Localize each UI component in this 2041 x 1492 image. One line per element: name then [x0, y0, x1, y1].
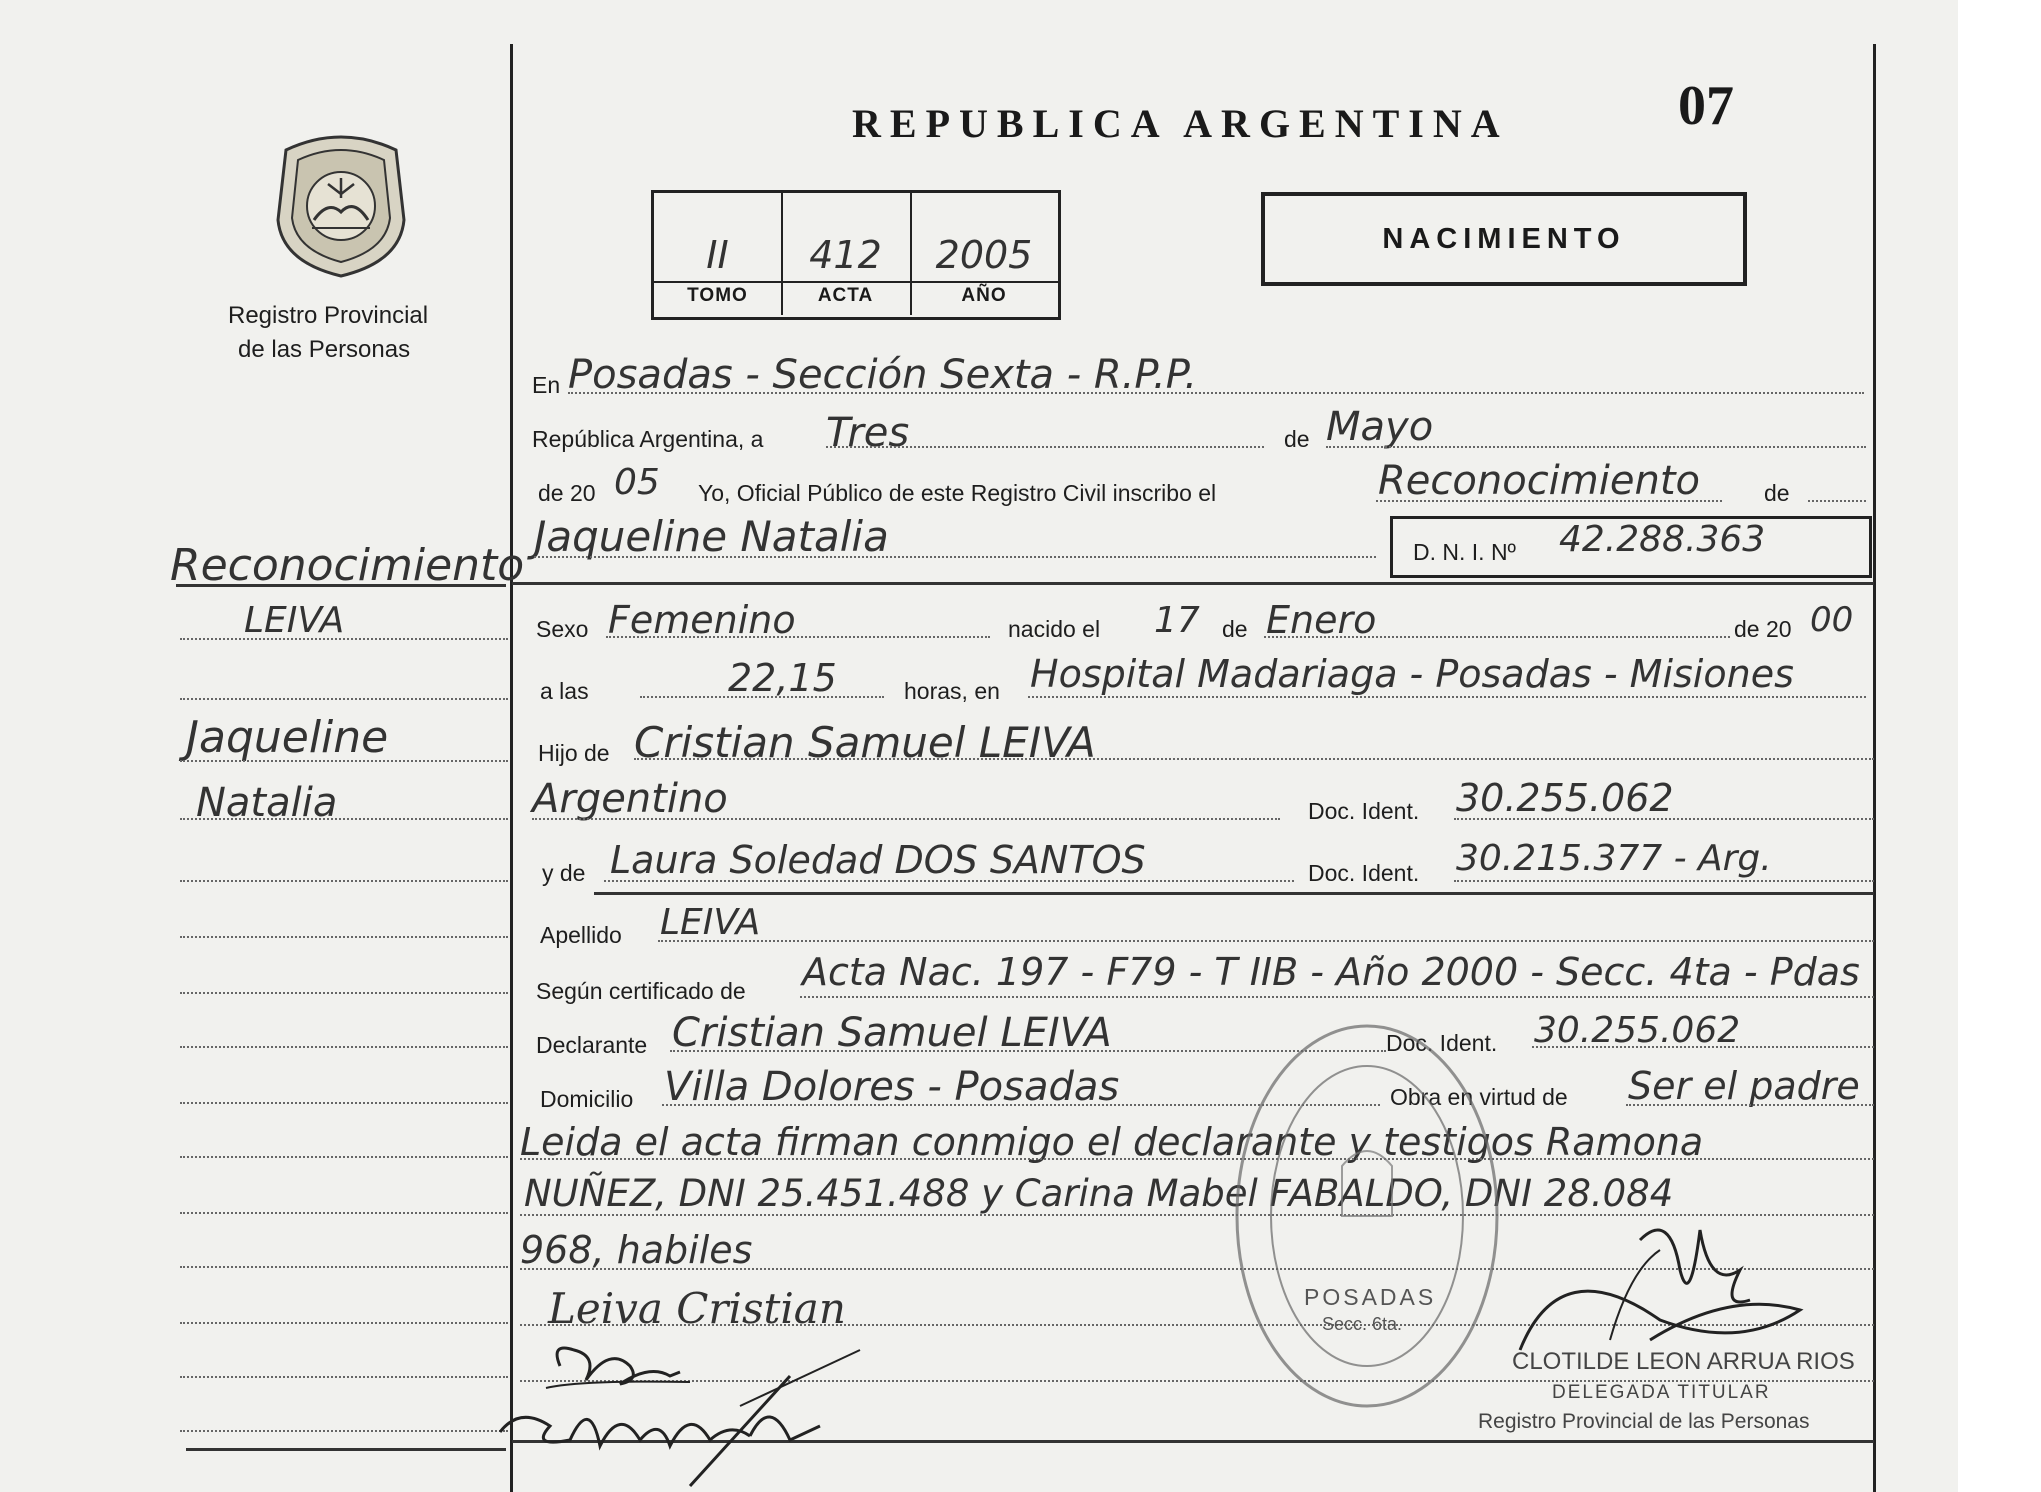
day-dotted-line — [826, 446, 1264, 448]
country-title: REPUBLICA ARGENTINA — [852, 101, 1509, 146]
notes-line-3: 968, habiles — [520, 1228, 753, 1272]
margin-dotted-line — [180, 1102, 508, 1104]
certificate-dotted-line — [800, 996, 1874, 998]
segun-label: Según certificado de — [536, 978, 746, 1004]
anio-cell — [910, 193, 1058, 315]
month-dotted-line — [1326, 446, 1866, 448]
oficial-text: Yo, Oficial Público de este Registro Civil inscribo el — [698, 480, 1217, 506]
birth-year-suffix: 00 — [1810, 600, 1854, 640]
anio-value: 2005 — [935, 233, 1033, 277]
birth-place: Hospital Madariaga - Posadas - Misiones — [1030, 652, 1794, 696]
registration-place: Posadas - Sección Sexta - R.P.P. — [568, 352, 1198, 398]
declarante-doc: 30.255.062 — [1534, 1010, 1741, 1051]
registration-day: Tres — [826, 410, 910, 456]
father-dotted-line — [634, 758, 1874, 760]
de-dotted-line — [1808, 500, 1866, 502]
stamp-city: POSADAS — [1304, 1284, 1437, 1310]
a-las-label: a las — [540, 678, 589, 704]
margin-bottom-line — [186, 1448, 506, 1451]
margin-dotted-line — [180, 1322, 508, 1324]
margin-dotted-line — [180, 1212, 508, 1214]
hijo-label: Hijo de — [538, 740, 610, 766]
declarante-signature: Leiva Cristian — [548, 1284, 846, 1333]
dni-box — [1390, 516, 1872, 578]
de-label-3: de — [1222, 616, 1248, 642]
official-name: CLOTILDE LEON ARRUA RIOS — [1512, 1348, 1855, 1375]
tomo-value: II — [706, 233, 729, 277]
republica-label: República Argentina, a — [532, 426, 764, 452]
child-names-dotted-line — [534, 556, 1376, 558]
dni-label: D. N. I. Nº — [1413, 539, 1516, 565]
row-separator-2 — [594, 892, 1874, 895]
birth-year-prefix: de 20 — [1734, 616, 1792, 642]
father-name: Cristian Samuel LEIVA — [634, 718, 1096, 767]
birth-day: 17 — [1154, 600, 1200, 641]
row-separator — [512, 582, 1874, 585]
inscription-dotted-line — [1376, 500, 1722, 502]
mother-name: Laura Soledad DOS SANTOS — [610, 838, 1146, 882]
registry-name-line2: de las Personas — [238, 336, 411, 363]
margin-dotted-line — [180, 1376, 508, 1378]
apellido-dotted-line — [658, 940, 1874, 942]
stamp-section: Secc. 6ta. — [1322, 1314, 1403, 1334]
margin-dotted-line — [180, 1266, 508, 1268]
margin-given-name-2: Natalia — [196, 780, 338, 826]
official-title: DELEGADA TITULAR — [1552, 1382, 1771, 1403]
en-label: En — [532, 372, 561, 398]
act-type-box — [1261, 192, 1747, 286]
margin-note-underline — [176, 584, 506, 587]
apellido-value: LEIVA — [660, 902, 761, 943]
apellido-label: Apellido — [540, 922, 622, 948]
official-office: Registro Provincial de las Personas — [1478, 1410, 1810, 1433]
horas-label: horas, en — [904, 678, 1000, 704]
de-label-2: de — [1764, 480, 1790, 506]
y-de-label: y de — [542, 860, 586, 886]
tomo-label: TOMO — [687, 285, 748, 306]
margin-dotted-line — [180, 760, 508, 762]
sexo-label: Sexo — [536, 616, 589, 642]
declarante-doc-dotted-line — [1532, 1046, 1874, 1048]
sex-dotted-line — [606, 636, 990, 638]
acta-label: ACTA — [817, 285, 874, 306]
father-doc: 30.255.062 — [1456, 776, 1674, 820]
hour-dotted-line — [640, 696, 884, 698]
official-stamp — [1232, 1016, 1502, 1416]
obra-dotted-line — [1626, 1104, 1874, 1106]
acta-value: 412 — [809, 233, 882, 277]
notes-dotted-line-1 — [520, 1158, 1874, 1160]
margin-dotted-line — [180, 818, 508, 820]
declarante-label: Declarante — [536, 1032, 648, 1058]
doc-ident-label-3: Doc. Ident. — [1386, 1030, 1498, 1056]
birth-hour: 22,15 — [728, 656, 837, 700]
mother-dotted-line — [604, 880, 1294, 882]
child-dni: 42.288.363 — [1559, 519, 1766, 560]
margin-dotted-line — [180, 936, 508, 938]
right-border-line — [1873, 44, 1876, 1492]
child-names: Jaqueline Natalia — [534, 512, 889, 561]
margin-dotted-line — [180, 698, 508, 700]
margin-dotted-line — [180, 992, 508, 994]
tomo-cell — [654, 193, 783, 315]
margin-note-reconocimiento: Reconocimiento — [170, 540, 525, 591]
year-prefix: de 20 — [538, 480, 596, 506]
birth-month-dotted-line — [1264, 636, 1730, 638]
notes-line-2: NUÑEZ, DNI 25.451.488 y Carina Mabel FABALDO, DNI 28.084 — [524, 1172, 1674, 1215]
act-type-label: NACIMIENTO — [1382, 222, 1626, 255]
doc-ident-label-2: Doc. Ident. — [1308, 860, 1420, 886]
margin-dotted-line — [180, 880, 508, 882]
margin-dotted-line — [180, 1156, 508, 1158]
domicilio-value: Villa Dolores - Posadas — [664, 1064, 1120, 1110]
official-signature — [1500, 1210, 1830, 1360]
father-nationality: Argentino — [532, 776, 728, 822]
notes-line-1: Leida el acta firman conmigo el declarante y testigos Ramona — [520, 1120, 1704, 1164]
page-number: 07 — [1678, 75, 1734, 137]
father-doc-dotted-line — [1454, 818, 1874, 820]
certificate-reference: Acta Nac. 197 - F79 - T IIB - Año 2000 - Secc. 4ta - Pdas — [802, 950, 1860, 994]
child-sex: Femenino — [608, 598, 796, 642]
registry-name-line1: Registro Provincial — [228, 302, 429, 329]
obra-label: Obra en virtud de — [1390, 1084, 1568, 1110]
obra-value: Ser el padre — [1628, 1064, 1860, 1108]
margin-dotted-line — [180, 638, 508, 640]
margin-dotted-line — [180, 1046, 508, 1048]
misiones-seal-emblem — [268, 128, 414, 280]
inscription-type: Reconocimiento — [1378, 458, 1700, 504]
left-border-line — [510, 44, 513, 1492]
registration-year-suffix: 05 — [614, 462, 660, 503]
mother-doc: 30.215.377 - Arg. — [1456, 838, 1772, 879]
birth-place-dotted-line — [1028, 696, 1866, 698]
de-label: de — [1284, 426, 1310, 452]
registration-month: Mayo — [1326, 404, 1434, 450]
mother-doc-dotted-line — [1454, 880, 1874, 882]
margin-given-name-1: Jaqueline — [186, 712, 389, 763]
nacido-label: nacido el — [1008, 616, 1101, 642]
doc-ident-label: Doc. Ident. — [1308, 798, 1420, 824]
reference-box — [651, 190, 1061, 320]
place-dotted-line — [568, 392, 1864, 394]
witness-signatures — [490, 1336, 910, 1492]
anio-label: AÑO — [961, 285, 1007, 306]
declarante-name: Cristian Samuel LEIVA — [672, 1010, 1112, 1056]
page-edge — [1958, 0, 2041, 1492]
birth-month: Enero — [1266, 598, 1377, 642]
margin-surname: LEIVA — [244, 600, 345, 641]
domicilio-label: Domicilio — [540, 1086, 634, 1112]
margin-dotted-line — [180, 1430, 508, 1432]
nationality-dotted-line — [532, 818, 1280, 820]
acta-cell — [781, 193, 912, 315]
